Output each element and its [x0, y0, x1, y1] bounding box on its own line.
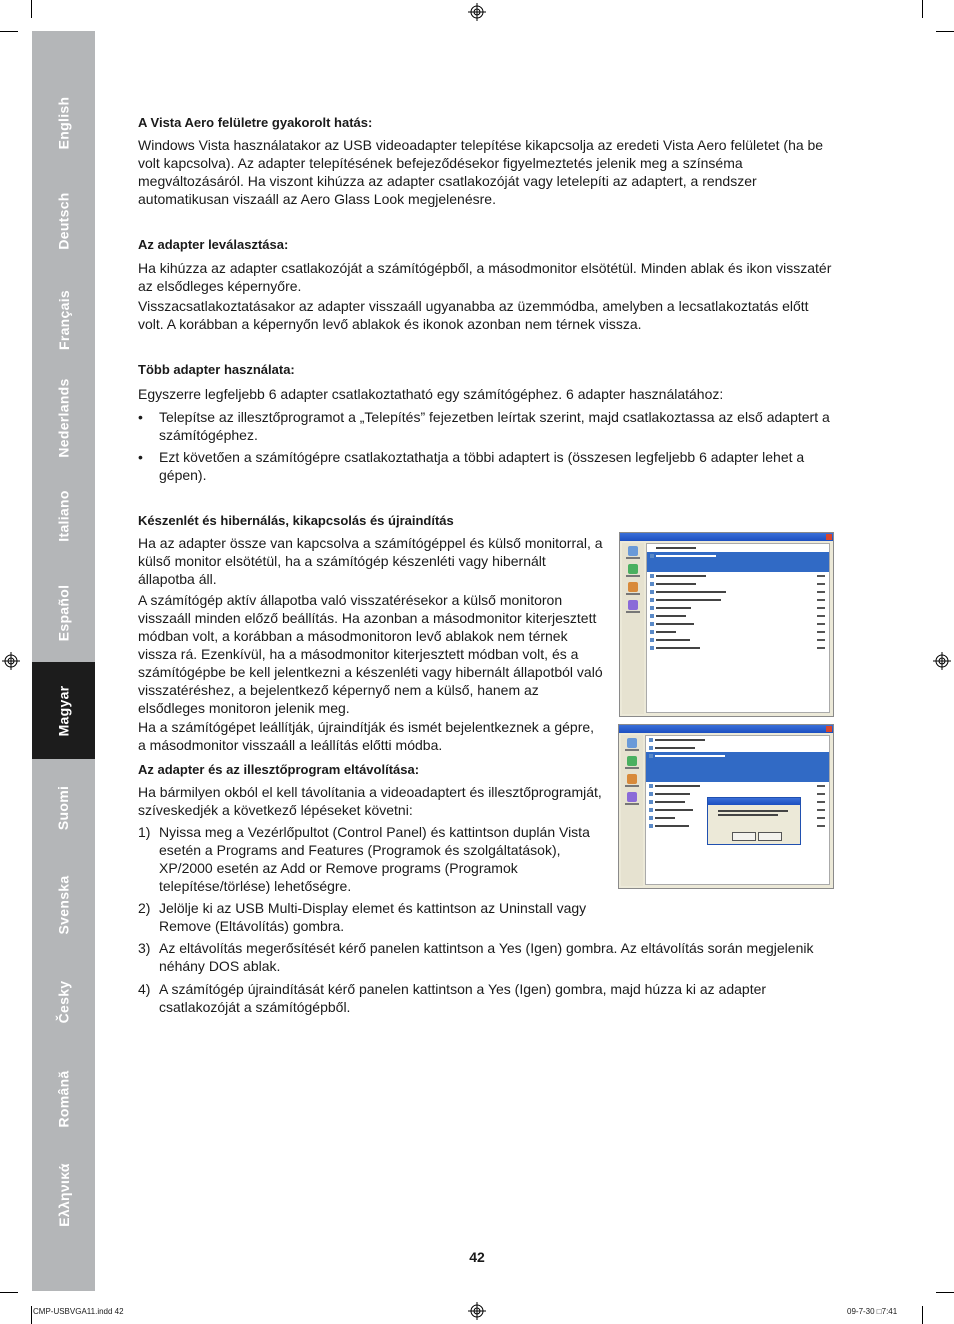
language-tab-francais[interactable]: Français — [55, 289, 72, 350]
footer-file-name: CMP-USBVGA11.indd 42 — [33, 1307, 124, 1316]
uninstall-intro: Ha bármilyen okból el kell távolítania a videoadaptert és illesztőprogramját, szíveskedjék a következő lépéseket követni: — [138, 784, 602, 818]
language-tab-greek[interactable]: Ελληνικά — [55, 1162, 72, 1227]
language-tab-romana[interactable]: Română — [55, 1069, 72, 1128]
section-heading-vista-aero: A Vista Aero felületre gyakorolt hatás: — [138, 115, 373, 130]
uninstall-confirm-screenshot — [618, 724, 834, 889]
language-tab-nederlands[interactable]: Nederlands — [55, 377, 72, 458]
list-item: 2) Jelölje ki az USB Multi-Display elemet és kattintson az Uninstall vagy Remove (Eltávolítás) gombra. — [138, 900, 587, 934]
crop-mark — [936, 31, 954, 32]
language-tab-magyar[interactable]: Magyar — [32, 662, 95, 759]
registration-mark-icon — [933, 652, 951, 670]
list-item: 3) Az eltávolítás megerősítését kérő panelen kattintson a Yes (Igen) gombra. Az eltávolítás során megjelenik néhány DOS ablak. — [138, 940, 814, 974]
language-tab-cesky[interactable]: Česky — [55, 980, 72, 1023]
crop-mark — [31, 0, 32, 18]
vista-aero-paragraph: Windows Vista használatakor az USB videoadapter telepítése kikapcsolja az eredeti Vista Aero felületet (ha be volt kapcsolva). Az adapter telepítésének befejeződésekor figyelmeztetés jelenik meg a színséma megváltozásáról. Ha viszont kihúzza az adapter csatlakozóját vagy letelepíti az adaptert, a rendszer automatikusan viszaáll az Aero Glass Look megjelenésre. — [138, 137, 824, 207]
confirm-dialog — [707, 797, 801, 845]
yes-button[interactable] — [732, 832, 756, 841]
crop-mark — [31, 1306, 32, 1324]
language-tab-svenska[interactable]: Svenska — [55, 875, 72, 934]
crop-mark — [922, 1306, 923, 1324]
bullet-marker: • — [138, 409, 143, 425]
language-tab-italiano[interactable]: Italiano — [55, 489, 72, 542]
registration-mark-icon — [2, 652, 20, 670]
standby-paragraph-3: Ha a számítógépet leállítják, újraindítják és ismét bejelentkeznek a gépre, a másodmonitor visszaáll a leállítás előtti módba. — [138, 719, 595, 753]
language-sidebar — [32, 31, 95, 1291]
crop-mark — [936, 1292, 954, 1293]
list-item: 4) A számítógép újraindítását kérő panelen kattintson a Yes (Igen) gombra, majd húzza ki az adapter csatlakozóját a számítógépből. — [138, 981, 767, 1015]
crop-mark — [0, 1292, 18, 1293]
list-item: 1) Nyissa meg a Vezérlőpultot (Control Panel) és kattintson duplán Vista esetén a Programs and Features (Programok és szolgáltatások), XP/2000 esetén az Add or Remove programs (Programok telepítése/törlése) lehetőségre. — [138, 824, 590, 894]
language-tab-suomi[interactable]: Suomi — [55, 785, 72, 830]
page-number: 42 — [469, 1249, 485, 1265]
footer-timestamp: 09-7-30 □7:41 — [847, 1307, 898, 1316]
add-remove-programs-screenshot — [619, 532, 834, 717]
standby-paragraph-1: Ha az adapter össze van kapcsolva a számítógéppel és külső monitorral, a külső monitor elsötétül, ha a számítógép készenléti vagy hibernált állapotba áll. — [138, 535, 603, 587]
registration-mark-icon — [468, 1302, 486, 1320]
disconnect-paragraph-1: Ha kihúzza az adapter csatlakozóját a számítógépből, a másodmonitor elsötétül. Minden ablak és ikon visszatér az elsődleges képernyőre. — [138, 260, 832, 294]
crop-mark — [922, 0, 923, 18]
language-tab-espanol[interactable]: Español — [55, 584, 72, 641]
disconnect-paragraph-2: Visszacsatlakoztatásakor az adapter visszaáll ugyanabba az üzemmódba, amelyben a lecsatlakoztatás előtt volt. A korábban a képernyőn levő ablakok és ikonok azonban nem térnek vissza. — [138, 298, 809, 332]
section-heading-multiple-adapters: Több adapter használata: — [138, 362, 295, 377]
registration-mark-icon — [468, 3, 486, 21]
standby-paragraph-2: A számítógép aktív állapotba való visszatérésekor a külső monitoron visszaáll minden előző beállítás. Ha azonban a másodmonitor kiterjesztett módban volt, a korábban a másodmonitoron levő ablakok nem térnek vissza rá. Ezenkívül, ha a másodmonitor kiterjesztett módban volt, és a számítógépbe be kell jelentkezni a készenléti vagy hibernált állapotból való visszatéréshez, a bejelentkező képernyő nem a külső, hanem az elsődleges monitoron jelenik meg. — [138, 592, 603, 716]
crop-mark — [0, 31, 18, 32]
section-heading-standby: Készenlét és hibernálás, kikapcsolás és újraindítás — [138, 513, 454, 528]
section-heading-uninstall: Az adapter és az illesztőprogram eltávolítása: — [138, 762, 420, 777]
language-tab-english[interactable]: English — [55, 96, 72, 149]
language-tab-deutsch[interactable]: Deutsch — [55, 191, 72, 250]
section-heading-disconnect: Az adapter leválasztása: — [138, 237, 289, 252]
no-button[interactable] — [758, 832, 782, 841]
multiple-adapters-intro: Egyszerre legfeljebb 6 adapter csatlakoztatható egy számítógéphez. 6 adapter használatához: — [138, 386, 724, 402]
list-item: • Telepítse az illesztőprogramot a „Telepítés” fejezetben leírtak szerint, majd csatlakoztassa az első adaptert a számítógéphez. — [138, 409, 830, 443]
bullet-marker: • — [138, 449, 143, 465]
list-item: • Ezt követően a számítógépre csatlakoztathatja a többi adaptert is (összesen legfeljebb 6 adapter lehet a gépen). — [138, 449, 805, 483]
